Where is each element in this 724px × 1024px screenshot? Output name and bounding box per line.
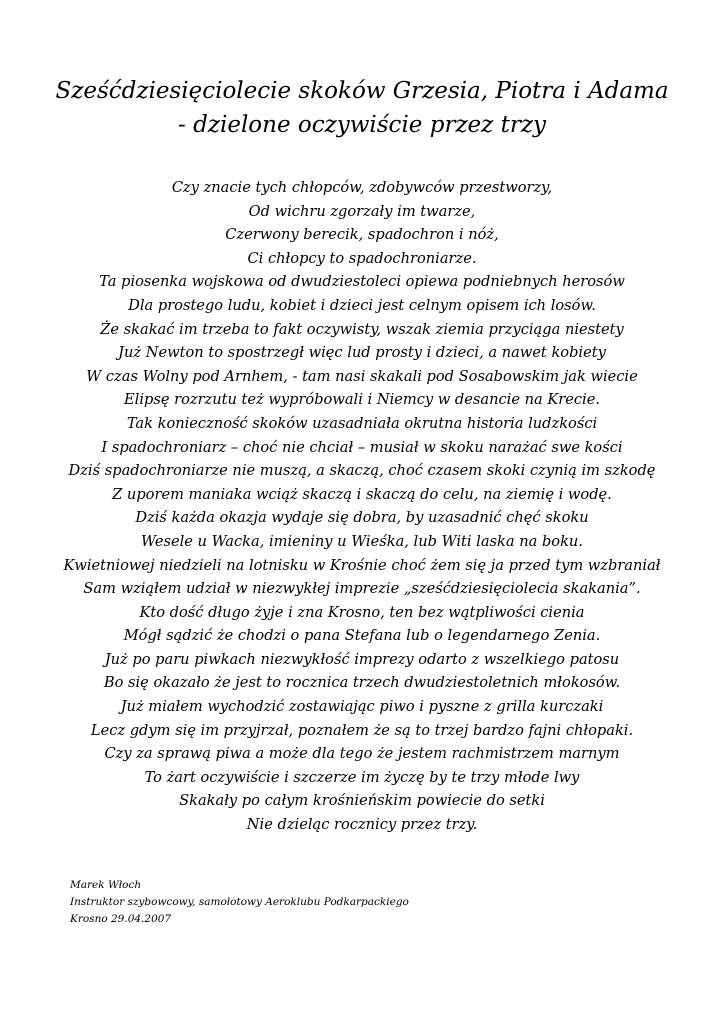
author-name: Marek Włoch xyxy=(70,879,142,891)
poem-line: Czerwony berecik, spadochron i nóż, xyxy=(225,226,499,244)
poem-line: To żart oczywiście i szczerze im życzę by te trzy młode lwy xyxy=(144,768,580,786)
poem-line: Już Newton to spostrzegł więc lud prosty i dzieci, a nawet kobiety xyxy=(118,344,606,362)
title-line: Sześćdziesięciolecie skoków Grzesia, Piotra i Adama xyxy=(55,78,669,104)
poem-line: Już miałem wychodzić zostawiając piwo i pyszne z grilla kurczaki xyxy=(120,698,604,716)
poem-line: Mógł sądzić że chodzi o pana Stefana lub o legendarnego Zenia. xyxy=(123,627,601,645)
poem-line: Kto dość długo żyje i zna Krosno, ten bez wątpliwości cienia xyxy=(139,603,585,621)
poem-line: Sam wziąłem udział w niezwykłej imprezie „sześćdziesięciolecia skakania”. xyxy=(83,580,641,598)
poem-line: Bo się okazało że jest to rocznica trzech dwudziestoletnich młokosów. xyxy=(103,674,621,692)
poem-line: Elipsę rozrzutu też wypróbowali i Niemcy w desancie na Krecie. xyxy=(124,391,600,409)
poem-line: Skakały po całym krośnieńskim powiecie do setki xyxy=(179,792,545,810)
poem-line: Kwietniowej niedzieli na lotnisku w Krośnie choć żem się ja przed tym wzbraniał xyxy=(63,556,661,574)
poem-line: Że skakać im trzeba to fakt oczywisty, wszak ziemia przyciąga niestety xyxy=(100,320,624,338)
poem-line: Tak konieczność skoków uzasadniała okrutna historia ludzkości xyxy=(126,414,598,432)
poem-line: Od wichru zgorzały im twarze, xyxy=(248,202,476,220)
document-title xyxy=(0,74,724,142)
place-date: Krosno 29.04.2007 xyxy=(70,913,172,925)
poem-line: I spadochroniarz – choć nie chciał – musiał w skoku narażać swe kości xyxy=(101,438,623,456)
poem-line: Czy znacie tych chłopców, zdobywców przestworzy, xyxy=(171,179,553,196)
poem-line: Lecz gdym się im przyjrzał, poznałem że są to trzej bardzo fajni chłopaki. xyxy=(90,721,634,739)
poem-line: Dziś każda okazja wydaje się dobra, by uzasadnić chęć skoku xyxy=(135,509,589,527)
poem-line: Wesele u Wacka, imieniny u Wieśka, lub Witi laska na boku. xyxy=(141,532,583,550)
poem-line: Czy za sprawą piwa a może dla tego że jestem rachmistrzem marnym xyxy=(104,745,620,763)
poem-line: Ta piosenka wojskowa od dwudziestoleci opiewa podniebnych herosów xyxy=(99,273,625,291)
poem-line: Dziś spadochroniarze nie muszą, a skaczą, choć czasem skoki czynią im szkodę xyxy=(68,462,656,480)
poem-body xyxy=(0,176,724,837)
poem-line: Dla prostego ludu, kobiet i dzieci jest celnym opisem ich losów. xyxy=(128,296,596,314)
poem-line: Nie dzieląc rocznicy przez trzy. xyxy=(246,816,478,834)
poem-line: Ci chłopcy to spadochroniarze. xyxy=(247,249,477,267)
poem-line: Już po paru piwkach niezwykłość imprezy odarto z wszelkiego patosu xyxy=(104,650,620,668)
poem-line: W czas Wolny pod Arnhem, - tam nasi skakali pod Sosabowskim jak wiecie xyxy=(86,367,638,385)
poem-line: Z uporem maniaka wciąż skaczą i skaczą do celu, na ziemię i wodę. xyxy=(112,485,612,503)
author-role: Instruktor szybowcowy, samolotowy Aeroklubu Podkarpackiego xyxy=(70,896,409,908)
signature-block xyxy=(70,877,409,928)
subtitle-line: - dzielone oczywiście przez trzy xyxy=(178,112,546,138)
